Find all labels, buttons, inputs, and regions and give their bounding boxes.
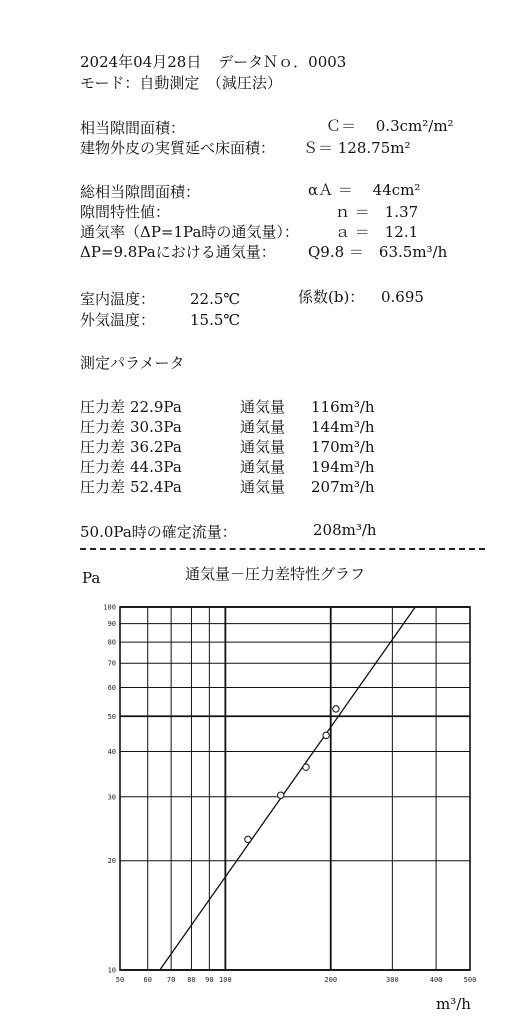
flow-value: 207m³/h	[311, 478, 375, 496]
flow-label: 通気量	[240, 478, 286, 496]
pressure-label: 圧力差	[80, 478, 126, 496]
x-tick-label: 60	[143, 976, 152, 984]
indoor-temp-label: 室内温度：	[80, 290, 156, 308]
data-point	[333, 706, 339, 712]
aa-value: αＡ ＝ 44cm²	[308, 181, 421, 199]
flow-value: 170m³/h	[311, 438, 375, 456]
x-tick-label: 400	[429, 976, 443, 984]
y-tick-label: 20	[107, 857, 116, 866]
n-label: 隙間特性値：	[80, 203, 171, 221]
data-point	[245, 836, 251, 842]
plot-frame	[120, 607, 470, 970]
y-tick-label: 40	[107, 747, 116, 756]
flow-value: 116m³/h	[311, 398, 375, 416]
data-no-label: データＮｏ．	[218, 53, 309, 71]
outdoor-temp-label: 外気温度：	[80, 311, 156, 329]
pressure-value: 36.2Pa	[130, 438, 182, 456]
y-tick-label: 100	[103, 603, 116, 612]
x-tick-label: 100	[219, 976, 232, 984]
data-point	[323, 732, 329, 738]
pressure-label: 圧力差	[80, 438, 126, 456]
s-value: Ｓ＝ 128.75m²	[303, 139, 411, 157]
flow-value: 194m³/h	[311, 458, 375, 476]
x-tick-label: 90	[205, 976, 214, 984]
flow-label: 通気量	[240, 398, 286, 416]
y-tick-label: 10	[107, 966, 116, 975]
data-no: 0003	[308, 53, 347, 71]
y-tick-label: 90	[107, 620, 116, 629]
n-value: ｎ ＝ 1.37	[335, 203, 419, 221]
x-tick-label: 300	[386, 976, 399, 984]
flow-value: 144m³/h	[311, 418, 375, 436]
pressure-value: 52.4Pa	[130, 478, 182, 496]
chart-title: 通気量－圧力差特性グラフ	[185, 565, 366, 583]
a-value: ａ ＝ 12.1	[335, 223, 419, 241]
y-tick-label: 60	[107, 684, 116, 693]
pressure-label: 圧力差	[80, 458, 126, 476]
y-axis-unit: Pa	[82, 569, 101, 587]
mode-label: モード：	[80, 74, 140, 92]
mode-value: 自動測定 （減圧法）	[139, 74, 282, 92]
x-tick-label: 500	[463, 976, 477, 984]
params-title: 測定パラメータ	[80, 354, 185, 372]
s-label: 建物外皮の実質延べ床面積：	[80, 139, 276, 157]
fit-line	[160, 607, 415, 970]
flow-label: 通気量	[240, 418, 286, 436]
data-point	[303, 764, 309, 770]
aa-label: 総相当隙間面積：	[80, 183, 201, 201]
pressure-label: 圧力差	[80, 398, 126, 416]
confirmed-label: 50.0Pa時の確定流量：	[80, 523, 237, 541]
coef-value: 0.695	[381, 288, 424, 306]
outdoor-temp-value: 15.5℃	[190, 311, 241, 329]
y-tick-label: 70	[107, 659, 116, 668]
x-tick-label: 80	[187, 976, 196, 984]
q-label: ΔP=9.8Paにおける通気量：	[80, 243, 276, 261]
flow-label: 通気量	[240, 458, 286, 476]
q-value: Q9.8 ＝ 63.5m³/h	[308, 243, 448, 261]
c-value: Ｃ＝ 0.3cm²/m²	[326, 117, 454, 135]
y-tick-label: 80	[107, 638, 116, 647]
x-tick-label: 200	[324, 976, 338, 984]
measurement-date: 2024年04月28日	[80, 53, 202, 71]
data-point	[278, 792, 284, 798]
a-label: 通気率（ΔP=1Pa時の通気量）：	[80, 223, 299, 241]
coef-label: 係数(b)：	[298, 288, 365, 306]
pressure-value: 22.9Pa	[130, 398, 182, 416]
y-tick-label: 30	[107, 793, 116, 802]
y-tick-label: 50	[107, 712, 116, 721]
c-label: 相当隙間面積：	[80, 119, 186, 137]
pressure-value: 44.3Pa	[130, 458, 182, 476]
x-tick-label: 50	[115, 976, 125, 984]
x-tick-label: 70	[166, 976, 176, 984]
indoor-temp-value: 22.5℃	[190, 290, 241, 308]
pressure-value: 30.3Pa	[130, 418, 182, 436]
confirmed-value: 208m³/h	[313, 521, 377, 539]
flow-label: 通気量	[240, 438, 286, 456]
pressure-label: 圧力差	[80, 418, 126, 436]
x-axis-unit: m³/h	[436, 995, 471, 1013]
